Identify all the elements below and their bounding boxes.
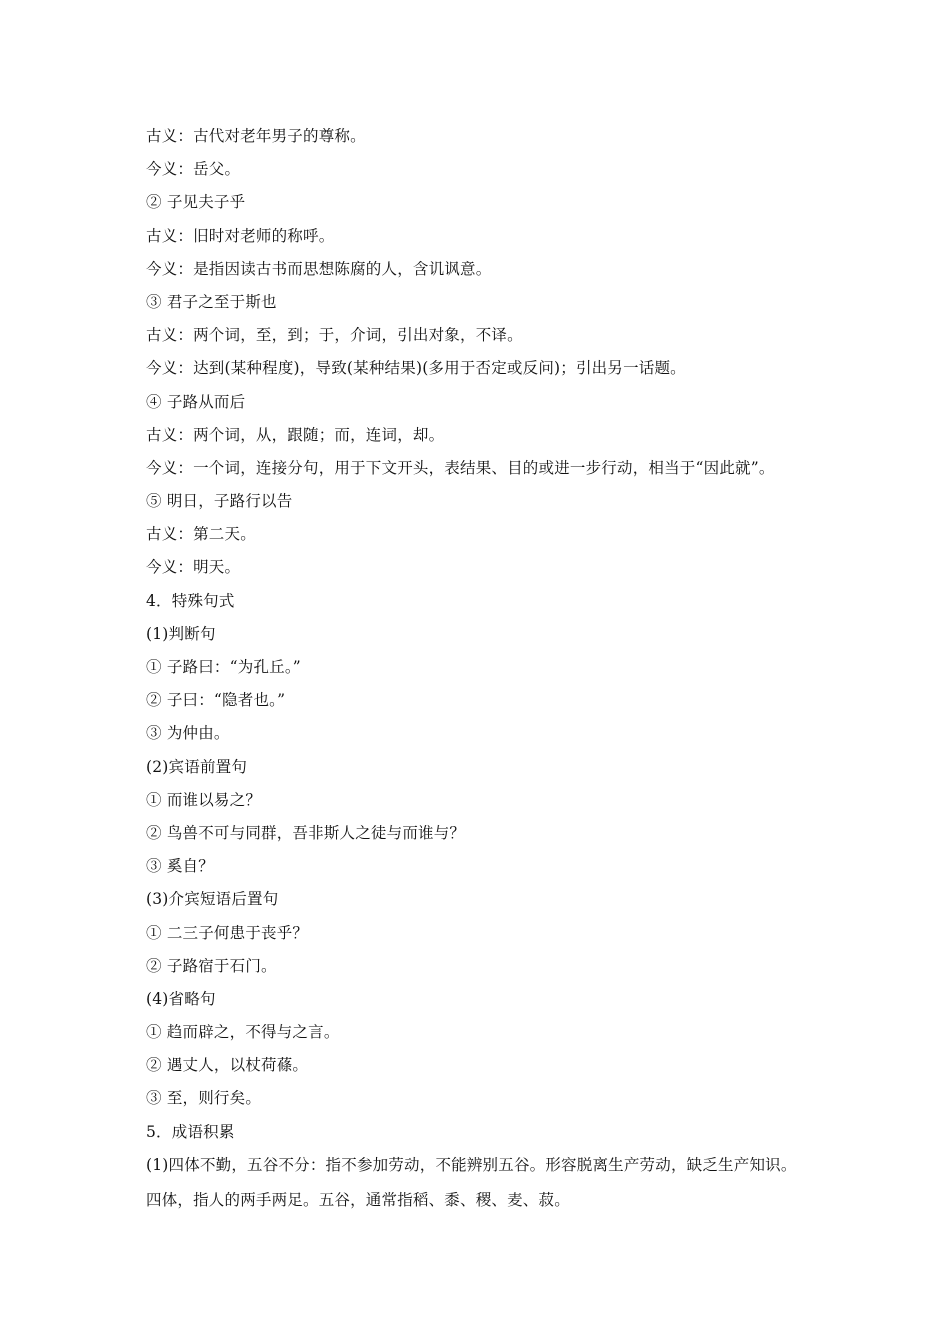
- document-page: [146, 120, 826, 1217]
- text-line: ④ 子路从而后: [146, 392, 246, 411]
- section-heading: 4．特殊句式: [146, 591, 235, 610]
- text-line: ① 而谁以易之？: [146, 790, 262, 809]
- subsection-heading: (1)判断句: [146, 624, 216, 643]
- section-heading: 5．成语积累: [146, 1122, 235, 1141]
- text-line: 古义：第二天。: [146, 525, 256, 544]
- text-line: 古义：旧时对老师的称呼。: [146, 226, 335, 245]
- text-line: 今义：明天。: [146, 558, 241, 577]
- text-line: 今义：是指因读古书而思想陈腐的人，含讥讽意。: [146, 259, 492, 278]
- text-line: ① 二三子何患于丧乎？: [146, 923, 309, 942]
- text-line: ③ 至，则行矣。: [146, 1089, 262, 1108]
- text-line: ③ 奚自？: [146, 857, 214, 876]
- text-line: 今义：一个词，连接分句，用于下文开头，表结果、目的或进一步行动，相当于“因此就”。: [146, 458, 775, 477]
- subsection-heading: (4)省略句: [146, 989, 216, 1008]
- text-line: ① 子路曰：“为孔丘。”: [146, 658, 301, 676]
- text-line: 今义：岳父。: [146, 160, 241, 179]
- text-line: ③ 为仲由。: [146, 724, 230, 743]
- text-line: 今义：达到(某种程度)，导致(某种结果)(多用于否定或反问)；引出另一话题。: [146, 359, 686, 378]
- text-line: ② 鸟兽不可与同群，吾非斯人之徒与而谁与？: [146, 823, 466, 842]
- text-line: ① 趋而辟之，不得与之言。: [146, 1023, 340, 1042]
- text-line: ② 子路宿于石门。: [146, 956, 277, 975]
- text-line: 古义：两个词，至，到；于，介词，引出对象，不译。: [146, 326, 523, 345]
- text-line: (1)四体不勤，五谷不分：指不参加劳动，不能辨别五谷。形容脱离生产劳动，缺乏生产知识。: [146, 1155, 797, 1174]
- text-line: ② 子见夫子乎: [146, 193, 246, 212]
- subsection-heading: (3)介宾短语后置句: [146, 890, 279, 909]
- text-line: ② 遇丈人，以杖荷蓧。: [146, 1056, 309, 1075]
- text-line: 古义：古代对老年男子的尊称。: [146, 127, 366, 145]
- text-line: 四体，指人的两手两足。五谷，通常指稻、黍、稷、麦、菽。: [146, 1191, 570, 1209]
- subsection-heading: (2)宾语前置句: [146, 757, 248, 776]
- text-line: ③ 君子之至于斯也: [146, 292, 277, 311]
- text-line: ② 子曰：“隐者也。”: [146, 691, 286, 710]
- text-line: ⑤ 明日，子路行以告: [146, 492, 293, 511]
- text-line: 古义：两个词，从，跟随；而，连词，却。: [146, 425, 445, 444]
